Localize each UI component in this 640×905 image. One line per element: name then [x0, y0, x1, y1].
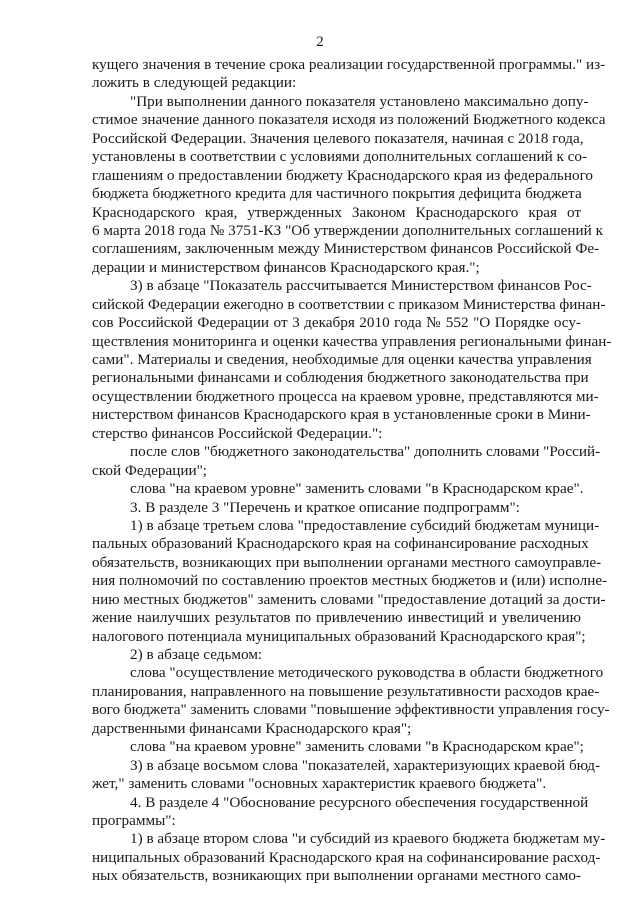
page-number: 2 — [316, 34, 324, 50]
text-line: соглашениям, заключенным между Министерством финансов Российской Фе- — [92, 240, 600, 258]
text-line: сов Российской Федерации от 3 декабря 2010 года № 552 "О Порядке осу- — [92, 314, 581, 332]
text-line: после слов "бюджетного законодательства" дополнить словами "Россий- — [130, 443, 601, 461]
text-line: налогового потенциала муниципальных образований Краснодарского края"; — [92, 627, 586, 645]
text-line: жет," заменить словами "основных характеристик краевого бюджета". — [92, 775, 547, 793]
text-line: 3. В разделе 3 "Перечень и краткое описание подпрограмм": — [130, 498, 520, 516]
text-line: ниципальных образований Краснодарского края на софинансирование расход- — [92, 848, 601, 866]
text-line: программы": — [92, 811, 176, 829]
text-line: "При выполнении данного показателя установлено максимально допу- — [130, 92, 589, 110]
text-line: планирования, направленного на повышение результативности расходов крае- — [92, 682, 600, 700]
text-line: Краснодарского края, утвержденных Законом Краснодарского края от — [92, 203, 581, 221]
text-line: вого бюджета" заменить словами "повышение эффективности управления госу- — [92, 701, 610, 719]
text-line: 3) в абзаце "Показатель рассчитывается Министерством финансов Рос- — [130, 277, 592, 295]
text-line: слова "осуществление методического руководства в области бюджетного — [130, 664, 604, 682]
text-line: стерство финансов Российской Федерации.": — [92, 424, 383, 442]
text-line: 2) в абзаце седьмом: — [130, 646, 263, 663]
text-line: ных обязательств, возникающих при выполнении органами местного само- — [92, 867, 581, 885]
text-line: нистерством финансов Краснодарского края в установленные сроки в Мини- — [92, 406, 591, 424]
text-line: жение наилучших результатов по привлечению инвестиций и увеличению — [92, 609, 581, 627]
text-line: ложить в следующей редакции: — [92, 74, 297, 92]
text-line: 3) в абзаце восьмом слова "показателей, характеризующих краевой бюд- — [130, 756, 601, 774]
text-line: 4. В разделе 4 "Обоснование ресурсного обеспечения государственной — [130, 793, 589, 811]
text-line: обязательств, возникающих при выполнении органами местного самоуправле- — [92, 553, 602, 571]
text-line: 1) в абзаце втором слова "и субсидий из краевого бюджета бюджетам му- — [130, 830, 606, 848]
text-line: 6 марта 2018 года № 3751-КЗ "Об утверждении дополнительных соглашений к — [92, 221, 603, 239]
text-line: бюджета бюджетного кредита для частичного покрытия дефицита бюджета — [92, 185, 582, 203]
text-line: установлены в соответствии с условиями дополнительных соглашений к со- — [92, 148, 588, 166]
text-line: ществления мониторинга и оценки качества управления региональными финан- — [92, 332, 612, 350]
text-line: Российской Федерации. Значения целевого показателя, начиная с 2018 года, — [92, 129, 584, 147]
text-line: дерации и министерством финансов Краснодарского края."; — [92, 258, 480, 276]
document-body — [92, 56, 612, 886]
text-line: сами". Материалы и сведения, необходимые для оценки качества управления — [92, 351, 592, 368]
text-line: нию местных бюджетов" заменить словами "предоставление дотаций за дости- — [92, 590, 606, 608]
text-line: ской Федерации"; — [92, 461, 208, 479]
text-line: дарственными финансами Краснодарского края"; — [92, 719, 412, 737]
text-line: пальных образований Краснодарского края на софинансирование расходных — [92, 535, 589, 553]
text-line: стимое значение данного показателя исходя из положений Бюджетного кодекса — [92, 111, 606, 129]
text-line: кущего значения в течение срока реализации государственной программы." из- — [92, 56, 606, 73]
text-line: слова "на краевом уровне" заменить словами "в Краснодарском крае"; — [130, 738, 584, 756]
text-line: глашениям о предоставлении бюджету Краснодарского края из федерального — [92, 166, 594, 184]
text-line: ния полномочий по составлению проектов местных бюджетов и (или) исполне- — [92, 572, 608, 590]
text-line: слова "на краевом уровне" заменить словами "в Краснодарском крае". — [130, 480, 584, 498]
text-line: сийской Федерации ежегодно в соответствии с приказом Министерства финан- — [92, 295, 606, 313]
text-line: региональными финансами и соблюдения бюджетного законодательства при — [92, 369, 589, 387]
text-line: 1) в абзаце третьем слова "предоставление субсидий бюджетам муници- — [130, 516, 600, 534]
text-line: осуществлении бюджетного процесса на краевом уровне, представляются ми- — [92, 387, 599, 405]
